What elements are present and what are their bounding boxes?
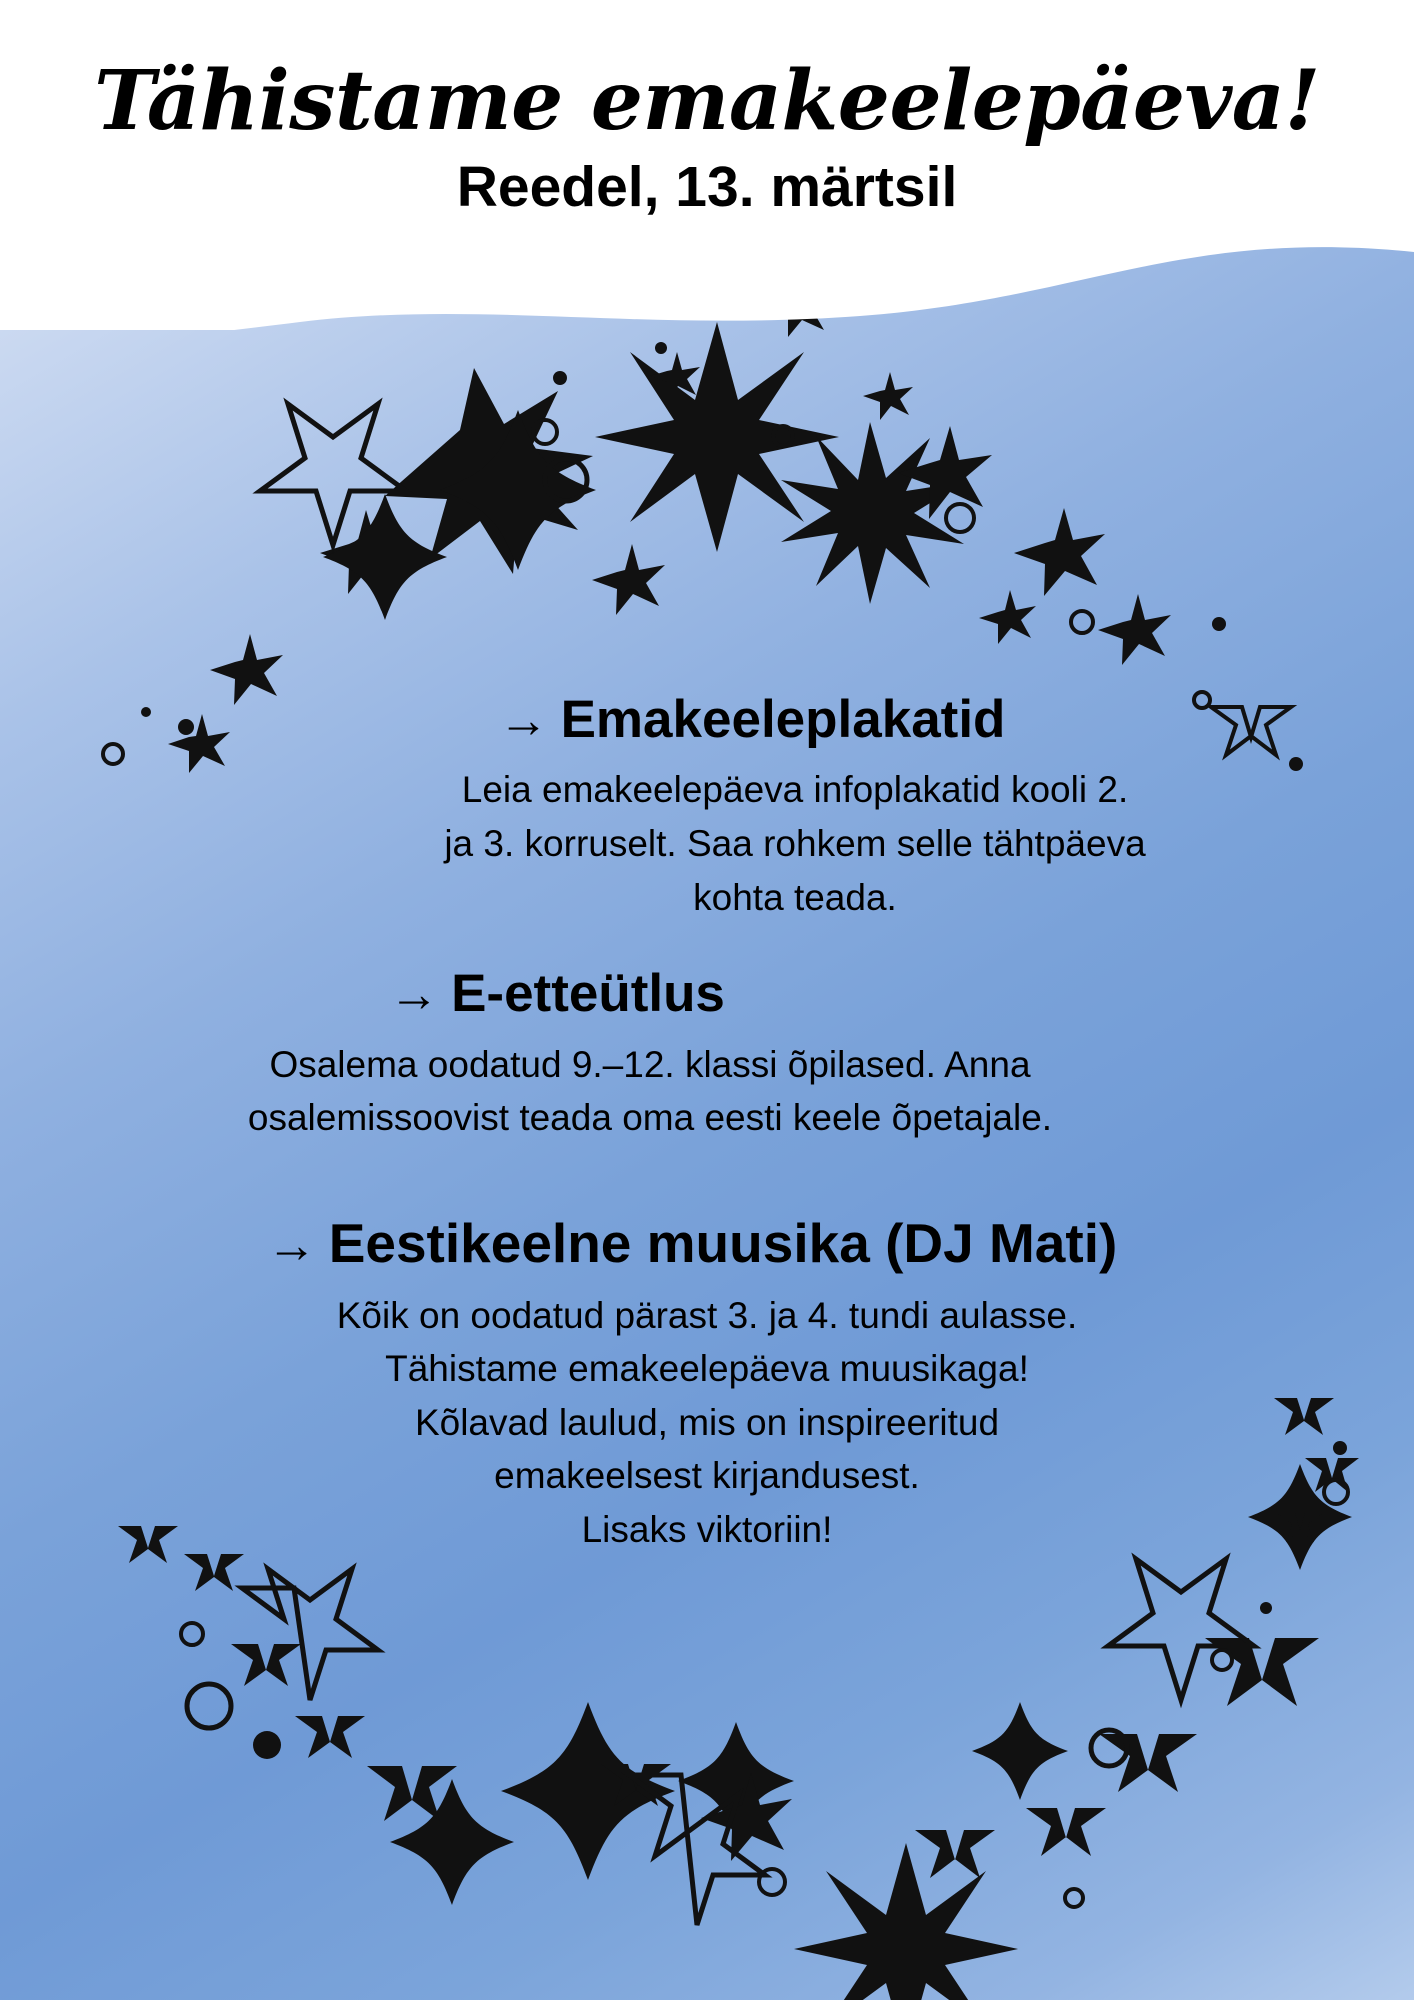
poster-content [0, 690, 1414, 1575]
section-heading-label: Eestikeelne muusika (DJ Mati) [328, 1211, 1118, 1274]
section-e-etteytlus [0, 964, 1414, 1145]
body-line: Kõik on oodatud pärast 3. ja 4. tundi aulasse. [336, 1294, 1078, 1336]
arrow-icon: → [266, 1216, 317, 1273]
body-line: kohta teada. [693, 876, 897, 918]
section-heading [0, 1213, 1414, 1275]
section-body [192, 1289, 1222, 1557]
section-heading [0, 964, 1414, 1023]
section-heading-label: Emakeeleplakatid [560, 690, 1006, 749]
page-title: Tähistame emakeelepäeva! [94, 53, 1320, 149]
body-line: osalemissoovist teada oma eesti keele õpetajale. [247, 1097, 1053, 1139]
body-line: ja 3. korruselt. Saa rohkem selle tähtpäeva [444, 823, 1146, 864]
body-line: Lisaks viktoriin! [581, 1509, 833, 1551]
section-heading-label: E-etteütlus [451, 964, 725, 1024]
arrow-icon: → [498, 692, 549, 748]
arrow-icon: → [389, 966, 440, 1023]
section-heading [90, 690, 1414, 749]
section-body [120, 1038, 1180, 1145]
section-body [380, 763, 1210, 924]
section-emakeeleplakatid [90, 690, 1414, 924]
body-line: emakeelsest kirjandusest. [494, 1455, 920, 1497]
body-line: Kõlavad laulud, mis on inspireeritud [414, 1401, 1000, 1443]
body-line: Tähistame emakeelepäeva muusikaga! [385, 1348, 1029, 1390]
body-line: Osalema oodatud 9.–12. klassi õpilased. Anna [269, 1043, 1031, 1085]
section-eestikeelne-muusika [0, 1213, 1414, 1557]
body-line: Leia emakeelepäeva infoplakatid kooli 2. [461, 769, 1129, 811]
page-subtitle: Reedel, 13. märtsil [456, 155, 958, 220]
poster-header [0, 0, 1414, 300]
